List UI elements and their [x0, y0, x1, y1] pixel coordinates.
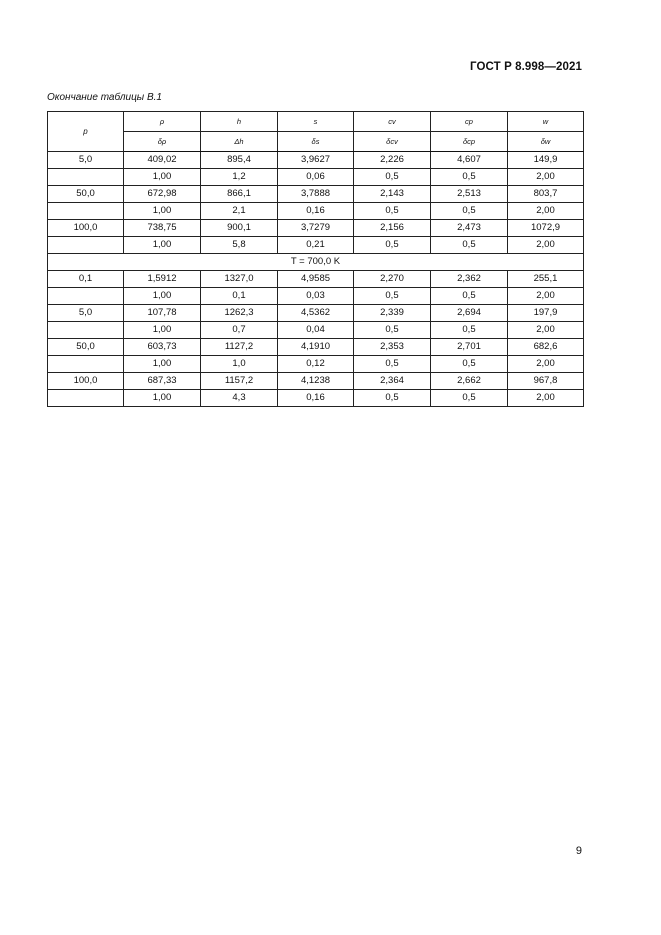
uncertainty-cell: 2,00 [508, 356, 584, 373]
uncertainty-row [48, 390, 584, 407]
empty-cell [48, 237, 124, 254]
table-row [48, 271, 584, 288]
subheader-density-unc: δρ [124, 132, 201, 152]
empty-cell [48, 203, 124, 220]
value-cell: 1072,9 [508, 220, 584, 237]
value-cell: 1127,2 [201, 339, 278, 356]
value-cell: 2,701 [431, 339, 508, 356]
table-row [48, 305, 584, 322]
value-cell: 4,1238 [278, 373, 354, 390]
empty-cell [48, 169, 124, 186]
value-cell: 2,513 [431, 186, 508, 203]
value-cell: 409,02 [124, 152, 201, 169]
value-cell: 895,4 [201, 152, 278, 169]
uncertainty-cell: 0,5 [354, 390, 431, 407]
value-cell: 603,73 [124, 339, 201, 356]
empty-cell [48, 288, 124, 305]
value-cell: 1262,3 [201, 305, 278, 322]
uncertainty-cell: 1,00 [124, 322, 201, 339]
pressure-cell: 5,0 [48, 305, 124, 322]
empty-cell [48, 322, 124, 339]
value-cell: 672,98 [124, 186, 201, 203]
uncertainty-cell: 0,5 [431, 322, 508, 339]
value-cell: 803,7 [508, 186, 584, 203]
table-row [48, 339, 584, 356]
value-cell: 3,9627 [278, 152, 354, 169]
uncertainty-cell: 0,16 [278, 390, 354, 407]
header-sound-speed: w [508, 112, 584, 132]
value-cell: 738,75 [124, 220, 201, 237]
value-cell: 107,78 [124, 305, 201, 322]
value-cell: 3,7279 [278, 220, 354, 237]
value-cell: 866,1 [201, 186, 278, 203]
uncertainty-cell: 1,00 [124, 169, 201, 186]
pressure-cell: 100,0 [48, 373, 124, 390]
uncertainty-cell: 2,00 [508, 237, 584, 254]
uncertainty-cell: 0,5 [354, 288, 431, 305]
uncertainty-cell: 1,00 [124, 356, 201, 373]
value-cell: 682,6 [508, 339, 584, 356]
header-pressure: p [48, 112, 124, 152]
table-row [48, 373, 584, 390]
uncertainty-cell: 0,16 [278, 203, 354, 220]
uncertainty-cell: 0,5 [431, 356, 508, 373]
section-row [48, 254, 584, 271]
value-cell: 1,5912 [124, 271, 201, 288]
subheader-enthalpy-unc: Δh [201, 132, 278, 152]
header-entropy: s [278, 112, 354, 132]
value-cell: 2,226 [354, 152, 431, 169]
header-row [48, 112, 584, 132]
value-cell: 900,1 [201, 220, 278, 237]
pressure-cell: 100,0 [48, 220, 124, 237]
value-cell: 2,364 [354, 373, 431, 390]
value-cell: 255,1 [508, 271, 584, 288]
value-cell: 2,143 [354, 186, 431, 203]
uncertainty-cell: 0,06 [278, 169, 354, 186]
uncertainty-cell: 0,04 [278, 322, 354, 339]
subheader-entropy-unc: δs [278, 132, 354, 152]
uncertainty-cell: 1,2 [201, 169, 278, 186]
uncertainty-cell: 0,7 [201, 322, 278, 339]
value-cell: 2,694 [431, 305, 508, 322]
uncertainty-cell: 4,3 [201, 390, 278, 407]
uncertainty-row [48, 169, 584, 186]
value-cell: 197,9 [508, 305, 584, 322]
uncertainty-cell: 2,00 [508, 203, 584, 220]
value-cell: 4,9585 [278, 271, 354, 288]
subheader-sound-speed-unc: δw [508, 132, 584, 152]
uncertainty-cell: 1,00 [124, 203, 201, 220]
empty-cell [48, 390, 124, 407]
value-cell: 2,662 [431, 373, 508, 390]
uncertainty-cell: 0,12 [278, 356, 354, 373]
uncertainty-cell: 0,5 [354, 237, 431, 254]
pressure-cell: 50,0 [48, 339, 124, 356]
value-cell: 149,9 [508, 152, 584, 169]
value-cell: 3,7888 [278, 186, 354, 203]
value-cell: 2,156 [354, 220, 431, 237]
uncertainty-cell: 1,0 [201, 356, 278, 373]
uncertainty-row [48, 288, 584, 305]
uncertainty-cell: 0,5 [354, 322, 431, 339]
uncertainty-cell: 0,5 [431, 237, 508, 254]
pressure-cell: 50,0 [48, 186, 124, 203]
header-density: ρ [124, 112, 201, 132]
subheader-cp-unc: δcp [431, 132, 508, 152]
uncertainty-cell: 0,5 [431, 169, 508, 186]
header-cv: cv [354, 112, 431, 132]
value-cell: 4,5362 [278, 305, 354, 322]
table-row [48, 152, 584, 169]
value-cell: 2,362 [431, 271, 508, 288]
uncertainty-cell: 1,00 [124, 288, 201, 305]
uncertainty-cell: 0,1 [201, 288, 278, 305]
uncertainty-cell: 0,5 [354, 203, 431, 220]
uncertainty-cell: 2,00 [508, 390, 584, 407]
table-caption: Окончание таблицы В.1 [47, 92, 162, 103]
uncertainty-cell: 0,5 [431, 288, 508, 305]
empty-cell [48, 356, 124, 373]
uncertainty-row [48, 237, 584, 254]
pressure-cell: 5,0 [48, 152, 124, 169]
uncertainty-cell: 2,00 [508, 169, 584, 186]
thermo-properties-table [47, 111, 584, 407]
value-cell: 1327,0 [201, 271, 278, 288]
uncertainty-cell: 5,8 [201, 237, 278, 254]
uncertainty-cell: 1,00 [124, 237, 201, 254]
table-row [48, 186, 584, 203]
uncertainty-cell: 2,1 [201, 203, 278, 220]
uncertainty-cell: 0,21 [278, 237, 354, 254]
uncertainty-cell: 1,00 [124, 390, 201, 407]
pressure-cell: 0,1 [48, 271, 124, 288]
uncertainty-cell: 0,03 [278, 288, 354, 305]
table-row [48, 220, 584, 237]
value-cell: 4,607 [431, 152, 508, 169]
subheader-row [48, 132, 584, 152]
value-cell: 2,473 [431, 220, 508, 237]
value-cell: 2,353 [354, 339, 431, 356]
uncertainty-cell: 2,00 [508, 288, 584, 305]
value-cell: 2,339 [354, 305, 431, 322]
value-cell: 4,1910 [278, 339, 354, 356]
uncertainty-cell: 0,5 [354, 169, 431, 186]
uncertainty-row [48, 356, 584, 373]
header-cp: cp [431, 112, 508, 132]
value-cell: 1157,2 [201, 373, 278, 390]
uncertainty-cell: 0,5 [354, 356, 431, 373]
value-cell: 967,8 [508, 373, 584, 390]
standard-code: ГОСТ Р 8.998—2021 [470, 61, 582, 73]
uncertainty-row [48, 203, 584, 220]
subheader-cv-unc: δcv [354, 132, 431, 152]
uncertainty-cell: 2,00 [508, 322, 584, 339]
uncertainty-cell: 0,5 [431, 390, 508, 407]
uncertainty-cell: 0,5 [431, 203, 508, 220]
value-cell: 687,33 [124, 373, 201, 390]
page-number: 9 [575, 845, 582, 857]
uncertainty-row [48, 322, 584, 339]
value-cell: 2,270 [354, 271, 431, 288]
section-label: T = 700,0 K [48, 254, 584, 271]
header-enthalpy: h [201, 112, 278, 132]
